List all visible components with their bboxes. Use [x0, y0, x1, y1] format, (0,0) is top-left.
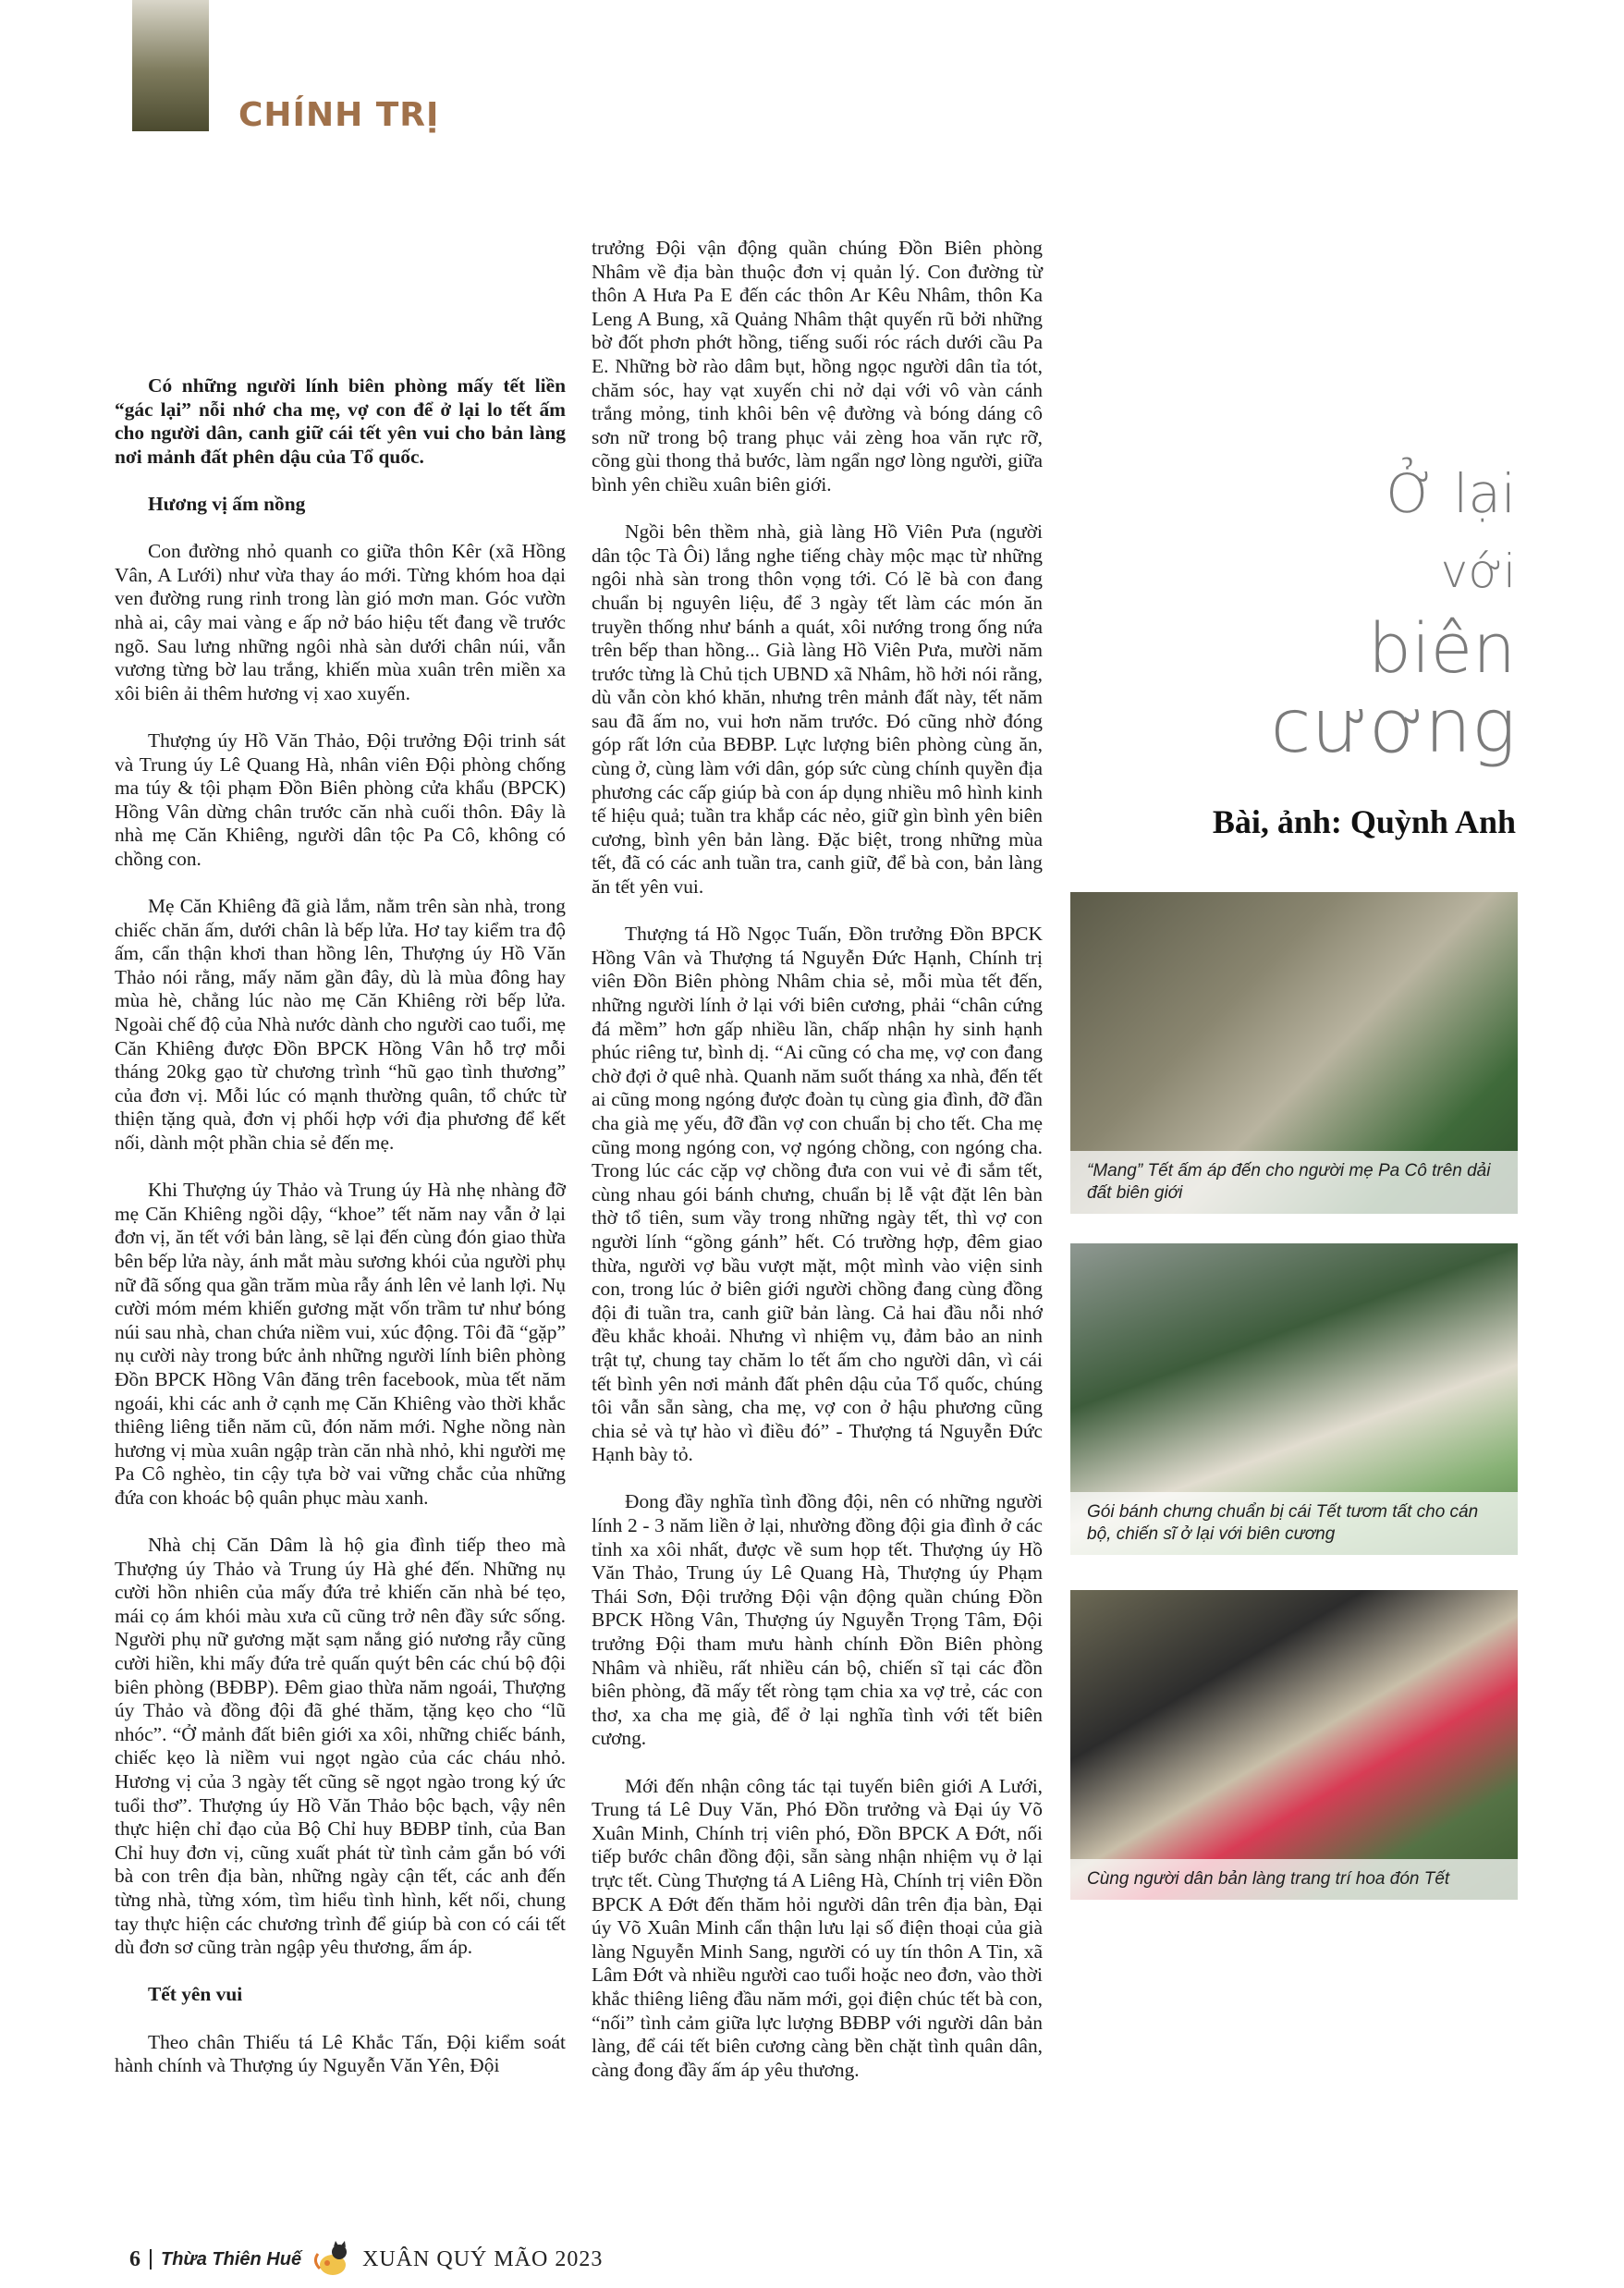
paragraph: Mới đến nhận công tác tại tuyến biên giới A Lưới, Trung tá Lê Duy Văn, Phó Đồn trưởng và Đại úy Võ Xuân Minh, Chính trị viên phó, Đồn BPCK A Đớt, nối tiếp bước chân đồng đội, sẵn sàng nhận nhiệm vụ ở lại trực tết. Cùng Thượng tá A Liêng Hà, Chính trị viên Đồn BPCK A Đớt đến thăm hỏi người dân trên địa bàn, Đại úy Võ Xuân Minh cẩn thận lưu lại số điện thoại của già làng Nguyễn Minh Sang, người có uy tín thôn A Tin, xã Lâm Đớt và nhiều người cao tuổi hoặc neo đơn, vào thời khắc thiêng liêng đầu năm mới, gọi điện chúc tết bà con, “nối” tình cảm giữa lực lượng BĐBP với người dân bản làng, để cái tết biên cương càng bền chặt tình quân dân, càng đong đầy ấm áp yêu thương. [592, 1774, 1043, 2081]
magazine-name: Thừa Thiên Huế [161, 2248, 302, 2270]
paragraph: Nhà chị Căn Dâm là hộ gia đình tiếp theo mà Thượng úy Thảo và Trung úy Hà ghé đến. Những nụ cười hồn nhiên của mấy đứa trẻ khiến căn nhà bé tẹo, mái cọ ám khói màu xưa cũ cũng trở nên đầy sức sống. Người phụ nữ gương mặt sạm nắng gió nương rẫy cũng cười hiền, khi mấy đứa trẻ quấn quýt bên các chú bộ đội biên phòng (BĐBP). Đêm giao thừa năm ngoái, Thượng úy Thảo và đồng đội đã ghé thăm, tặng kẹo cho “lũ nhóc”. “Ở mảnh đất biên giới xa xôi, những chiếc bánh, chiếc kẹo là niềm vui ngọt ngào của các cháu nhỏ. Hương vị của 3 ngày tết cũng sẽ ngọt ngào trong ký ức tuổi thơ”. Thượng úy Hồ Văn Thảo bộc bạch, vậy nên thực hiện chỉ đạo của Bộ Chỉ huy BĐBP tỉnh, của Ban Chỉ huy đơn vị, cũng xuất phát từ tình cảm gắn bó với bà con trên địa bàn, những ngày cận tết, các anh đến từng nhà, từng xóm, tìm hiểu tình hình, kết nối, chung tay thực hiện các chương trình để giúp bà con có cái tết dù đơn sơ cũng tràn ngập yêu thương, ấm áp. [115, 1534, 566, 1959]
title-line-4: cương [1270, 683, 1516, 769]
paragraph: Con đường nhỏ quanh co giữa thôn Kêr (xã Hồng Vân, A Lưới) như vừa thay áo mới. Từng khóm hoa dại ven đường rung rinh trong làn gió mơn man. Góc vườn nhà ai, cây mai vàng e ấp nở báo hiệu tết đang về trước ngõ. Sau lưng những ngôi nhà sàn dưới chân núi, vẫn vương từng bờ lau trắng, khiến mùa xuân trên miền xa xôi biên ải thêm hương vị xao xuyến. [115, 540, 566, 704]
cat-logo-icon [311, 2241, 351, 2278]
subheading: Hương vị ấm nồng [148, 492, 306, 515]
title-line-1: Ở lại [1386, 462, 1516, 525]
subheading: Tết yên vui [148, 1983, 243, 2006]
footer-divider [150, 2249, 152, 2270]
photo-banh-chung [1070, 1243, 1518, 1555]
paragraph: Thượng tá Hồ Ngọc Tuấn, Đồn trưởng Đồn BPCK Hồng Vân và Thượng tá Nguyễn Đức Hạnh, Chính trị viên Đồn Biên phòng Nhâm chia sẻ, mỗi mùa tết đến, những người lính ở lại với biên cương, phải “chân cứng đá mềm” hơn gấp nhiều lần, chấp nhận hy sinh hạnh phúc riêng tư, bình dị. “Ai cũng có cha mẹ, vợ con đang chờ đợi ở quê nhà. Quanh năm suốt tháng xa nhà, đến tết ai cũng mong ngóng được đoàn tụ cùng gia đình, đỡ đần cha già mẹ yếu, đỡ đần vợ con chuẩn bị cho tết. Cha mẹ cũng mong ngóng con, vợ ngóng chồng, con ngóng cha. Trong lúc các cặp vợ chồng đưa con vui vẻ đi sắm tết, cùng nhau gói bánh chưng, chuẩn bị lễ vật đặt lên bàn thờ tổ tiên, sum vầy trong những ngày tết, thì vợ con người lính “gồng gánh” hết. Có trường hợp, đêm giao thừa, người vợ bầu vượt mặt, một mình vào viện sinh con, trong lúc ở biên giới người chồng đang cùng đồng đội đi tuần tra, canh giữ bản làng. Cả hai đầu nỗi nhớ đều khắc khoải. Nhưng vì nhiệm vụ, đảm bảo an ninh trật tự, chung tay chăm lo tết ấm cho người dân, vì cái tết bình yên nơi mảnh đất phên dậu của Tổ quốc, chúng tôi vẫn sẵn sàng, cha mẹ, vợ con ở hậu phương cũng chia sẻ và tự hào vì điều đó” - Thượng tá Nguyễn Đức Hạnh bày tỏ. [592, 923, 1043, 1466]
paragraph: Theo chân Thiếu tá Lê Khắc Tấn, Đội kiểm soát hành chính và Thượng úy Nguyễn Văn Yên, Đội [115, 2030, 566, 2077]
paragraph: Khi Thượng úy Thảo và Trung úy Hà nhẹ nhàng đỡ mẹ Căn Khiêng ngồi dậy, “khoe” tết năm nay vẫn ở lại đơn vị, ăn tết với bản làng, sẽ lại đến cùng đón giao thừa bên bếp lửa này, ánh mắt màu sương khói của người phụ nữ đã sống qua gần trăm mùa rẫy ánh lên vẻ lanh lợi. Nụ cười móm mém khiến gương mặt vốn trầm tư như bóng núi sau nhà, chan chứa niềm vui, xúc động. Tôi đã “gặp” nụ cười này trong bức ảnh những người lính biên phòng Đồn BPCK Hồng Vân đăng trên facebook, mùa tết năm ngoái, khi các anh ở cạnh mẹ Căn Khiêng vào thời khắc thiêng liêng tiễn năm cũ, đón năm mới. Nghe nồng nàn hương vị mùa xuân ngập tràn căn nhà nhỏ, khi người mẹ Pa Cô nghèo, tin cậy tựa bờ vai vững chắc của những đứa con khoác bộ quân phục màu xanh. [115, 1179, 566, 1509]
photo-caption: Gói bánh chưng chuẩn bị cái Tết tươm tất cho cán bộ, chiến sĩ ở lại với biên cương [1070, 1492, 1518, 1555]
paragraph: Ngồi bên thềm nhà, già làng Hồ Viên Pưa (người dân tộc Tà Ôi) lắng nghe tiếng chày mộc mạc từ những ngôi nhà sàn trong thôn vọng tới. Có lẽ bà con đang chuẩn bị nguyên liệu, để 3 ngày tết làm các món ăn truyền thống như bánh a quát, xôi nướng trong ống nứa trên bếp than hồng... Già làng Hồ Viên Pưa, mười năm trước từng là Chủ tịch UBND xã Nhâm, hồ hởi nói rằng, dù vẫn còn khó khăn, nhưng trên mảnh đất này, tết năm sau đã ấm no, vui hơn năm trước. Đó cũng nhờ đóng góp rất lớn của BĐBP. Lực lượng biên phòng cùng ăn, cùng ở, cùng làm với dân, góp sức cùng chính quyền địa phương các cấp giúp bà con áp dụng nhiều mô hình kinh tế hiệu quả; tuần tra khắp các nẻo, giữ gìn bình yên biên cương, bình yên bản làng. Đặc biệt, trong những mùa tết, đã có các anh tuần tra, canh giữ, để bà con, bản làng ăn tết yên vui. [592, 520, 1043, 899]
article-title [1270, 455, 1516, 769]
photo-mother-pa-co [1070, 892, 1518, 1214]
paragraph: trưởng Đội vận động quần chúng Đồn Biên phòng Nhâm về địa bàn thuộc đơn vị quản lý. Con đường từ thôn A Hưa Pa E đến các thôn Ar Kêu Nhâm, thôn Ka Leng A Bung, xã Quảng Nhâm thật quyến rũ bởi những bờ đốt phơn phớt hồng, tiếng suối róc rách dưới cầu Pa E. Những bờ rào dâm bụt, hồng ngọc người dân tỉa tót, chăm sóc, hay vạt xuyến chi nở dại với vô vàn cánh trắng mỏng, tinh khôi bên vệ đường và bóng dáng cô sơn nữ trong bộ trang phục vải zèng hoa văn rực rỡ, cõng gùi thong thả bước, làm ngẩn ngơ lòng người, giữa bình yên chiều xuân biên giới. [592, 237, 1043, 496]
lead-paragraph: Có những người lính biên phòng mấy tết liền “gác lại” nỗi nhớ cha mẹ, vợ con để ở lại lo tết ấm cho người dân, canh giữ cái tết yên vui cho bản làng nơi mảnh đất phên dậu của Tổ quốc. [115, 374, 566, 468]
article-column-2 [592, 237, 1043, 2106]
page-number: 6 [129, 2246, 140, 2271]
photo-caption: Cùng người dân bản làng trang trí hoa đón Tết [1070, 1859, 1518, 1900]
paragraph: Đong đầy nghĩa tình đồng đội, nên có những người lính 2 - 3 năm liền ở lại, nhường đồng đội gia đình ở các tỉnh xa xôi nhất, được về sum họp tết. Thượng úy Hồ Văn Thảo, Trung úy Lê Quang Hà, Thượng úy Phạm Thái Sơn, Đội trưởng Đội vận động quần chúng Đồn BPCK Hồng Vân, Thượng úy Nguyễn Trọng Tâm, Đội trưởng Đội tham mưu hành chính Đồn Biên phòng Nhâm và nhiều, rất nhiều cán bộ, chiến sĩ tại các đồn biên phòng, đã mấy tết ròng tạm chia xa vợ trẻ, các con thơ, xa cha mẹ già, để ở lại nghĩa tình với tết biên cương. [592, 1490, 1043, 1750]
byline: Bài, ảnh: Quỳnh Anh [1212, 803, 1516, 840]
page-footer [129, 2241, 603, 2278]
paragraph: Thượng úy Hồ Văn Thảo, Đội trưởng Đội trinh sát và Trung úy Lê Quang Hà, nhân viên Đội phòng chống ma túy & tội phạm Đồn Biên phòng cửa khẩu (BPCK) Hồng Vân dừng chân trước căn nhà cuối thôn. Đây là nhà mẹ Căn Khiêng, người dân tộc Pa Cô, không có chồng con. [115, 728, 566, 870]
paragraph: Mẹ Căn Khiêng đã già lắm, nằm trên sàn nhà, trong chiếc chăn ấm, dưới chân là bếp lửa. Hơ tay kiểm tra độ ấm, cẩn thận khơi than hồng lên, Thượng úy Hồ Văn Thảo nói rằng, mấy năm gần đây, dù là mùa đông hay mùa hè, chẳng lúc nào mẹ Căn Khiêng rời bếp lửa. Ngoài chế độ của Nhà nước dành cho người cao tuổi, mẹ Căn Khiêng được Đồn BPCK Hồng Vân hỗ trợ mỗi tháng 20kg gạo từ chương trình “hũ gạo tình thương” của đơn vị. Mỗi lúc có mạnh thường quân, tổ chức từ thiện tặng quà, đơn vị phối hợp với địa phương để kết nối, dành một phần chia sẻ đến mẹ. [115, 895, 566, 1154]
title-line-2: với [1440, 544, 1516, 598]
photo-caption: “Mang” Tết ấm áp đến cho người mẹ Pa Cô trên dải đất biên giới [1070, 1151, 1518, 1214]
header-color-band [132, 0, 209, 131]
issue-label: XUÂN QUÝ MÃO 2023 [362, 2246, 604, 2271]
section-label: CHÍNH TRỊ [238, 96, 440, 134]
title-line-3: biên [1368, 609, 1516, 689]
photo-decorating-flowers [1070, 1590, 1518, 1900]
article-column-1 [115, 374, 566, 2101]
